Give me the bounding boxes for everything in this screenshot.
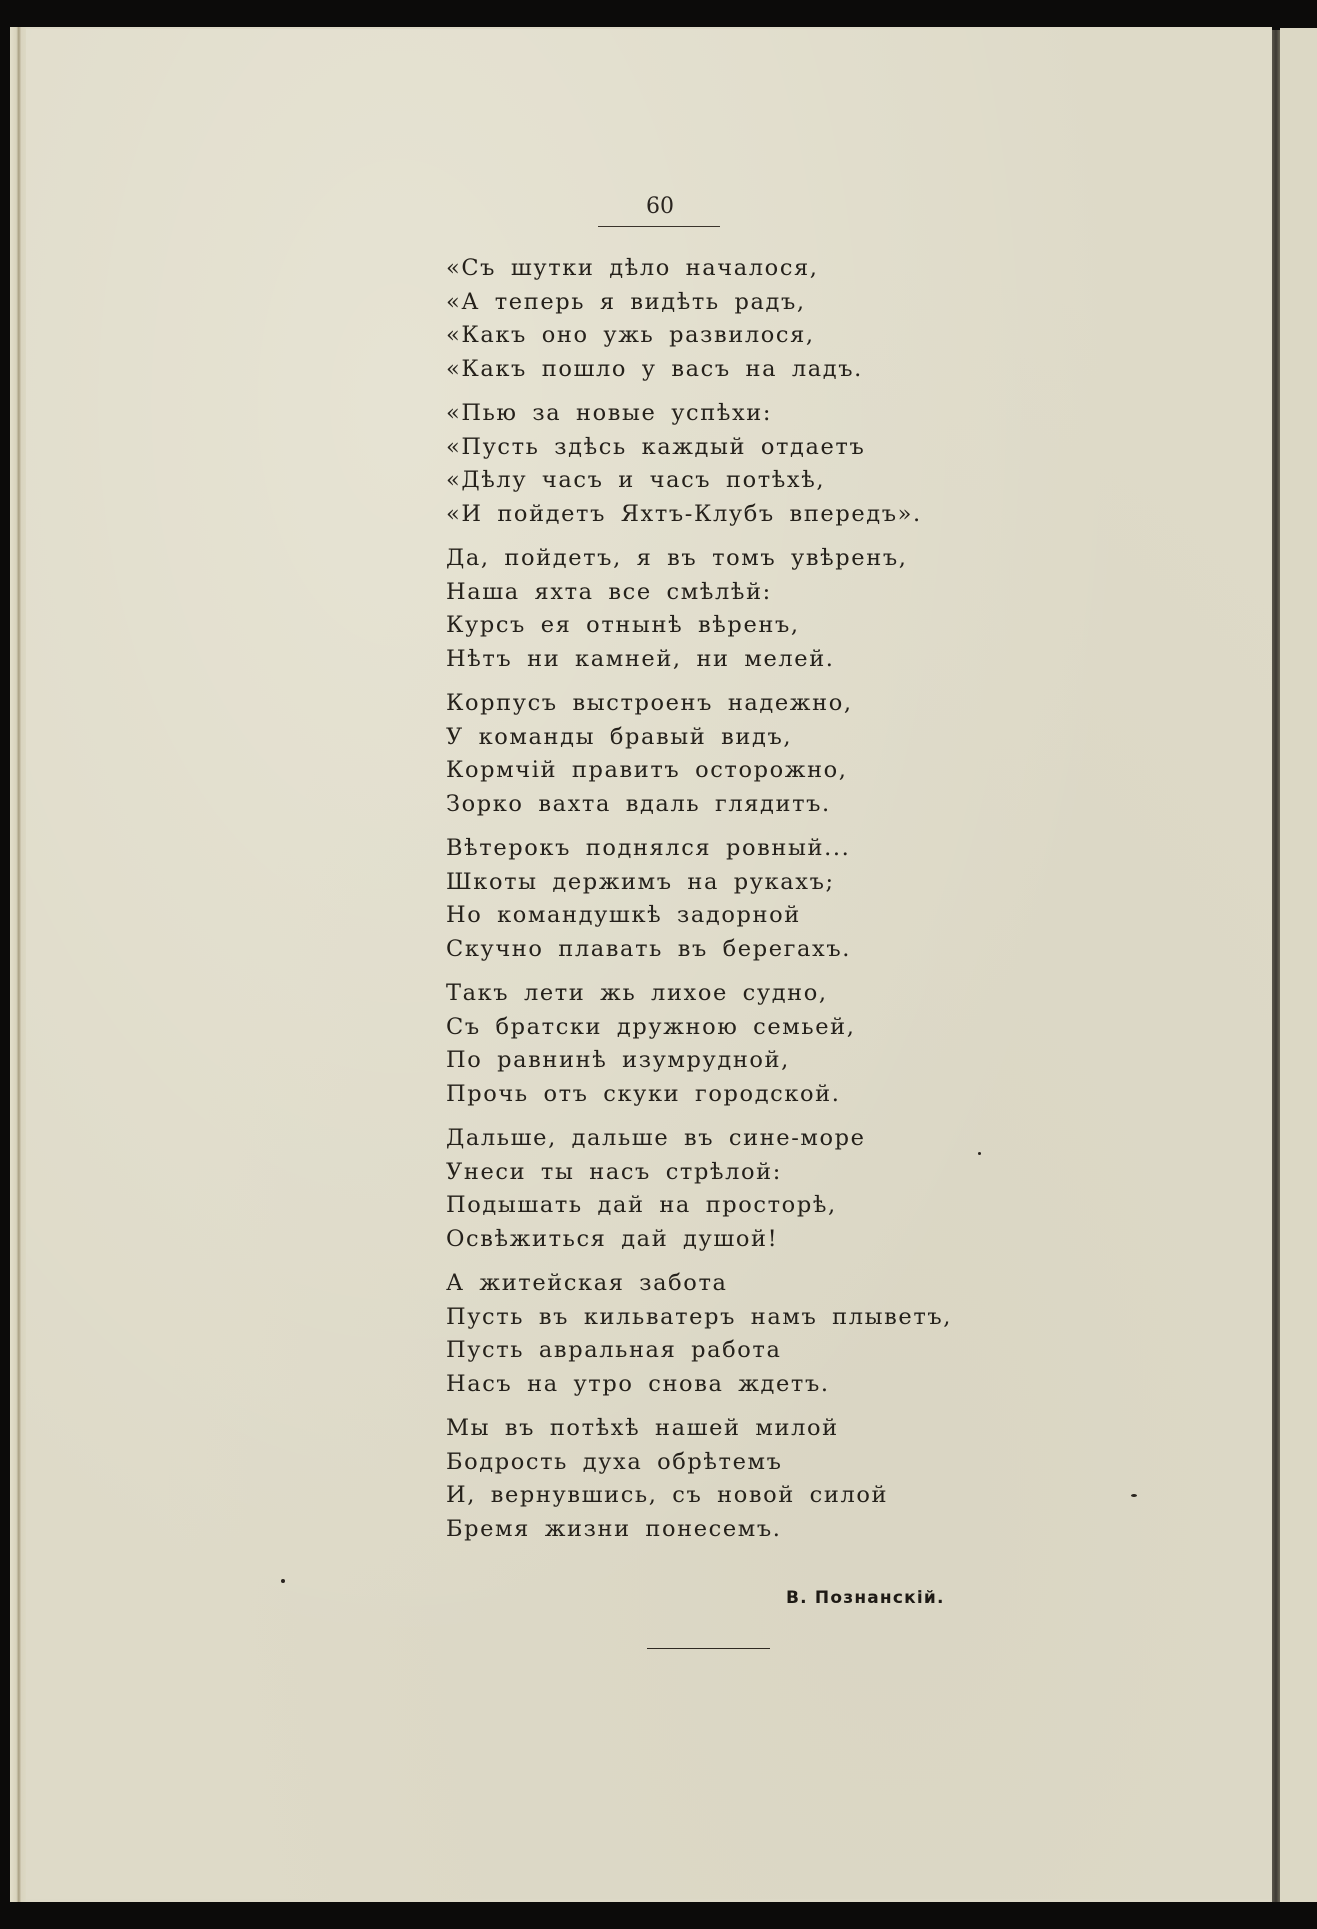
- poem-line: У команды бравый видъ,: [446, 723, 793, 750]
- poem-line: Но командушкѣ задорной: [446, 902, 801, 928]
- poem-line: Да, пойдетъ, я въ томъ увѣренъ,: [446, 545, 908, 571]
- poem-line: Вѣтерокъ поднялся ровный...: [446, 835, 851, 861]
- poem-line: «Пусть здѣсь каждый отдаетъ: [446, 433, 866, 460]
- poem-line: Зорко вахта вдаль глядитъ.: [446, 790, 831, 817]
- ink-speck: [281, 1579, 285, 1583]
- poem-line: Шкоты держимъ на рукахъ;: [446, 868, 835, 895]
- stanza-2: [446, 397, 986, 531]
- stanza-8: [446, 1267, 986, 1401]
- stanza-9: [446, 1412, 986, 1546]
- poem-line: А житейская забота: [446, 1270, 728, 1296]
- poem: [446, 252, 986, 1557]
- poem-line: Наша яхта все смѣлѣй:: [446, 578, 772, 605]
- next-page-edge: [1280, 28, 1317, 1902]
- poem-line: Пусть въ кильватеръ намъ плыветъ,: [446, 1303, 953, 1330]
- poem-line: Прочь отъ скуки городской.: [446, 1080, 841, 1107]
- ink-speck: [978, 1152, 981, 1155]
- poem-line: «Какъ оно ужь развилося,: [446, 322, 815, 348]
- poem-line: Дальше, дальше въ сине-море: [446, 1125, 866, 1151]
- poem-line: По равнинѣ изумрудной,: [446, 1047, 790, 1073]
- stanza-6: [446, 977, 986, 1111]
- stanza-5: [446, 832, 986, 966]
- poem-line: Нѣтъ ни камней, ни мелей.: [446, 645, 835, 672]
- poem-line: Бодрость духа обрѣтемъ: [446, 1448, 783, 1475]
- poem-line: «А теперь я видѣть радъ,: [446, 288, 806, 315]
- poem-line: И, вернувшись, съ новой силой: [446, 1482, 889, 1508]
- end-rule: [647, 1648, 770, 1649]
- poem-line: Такъ лети жь лихое судно,: [446, 980, 828, 1006]
- page-edge-left: [10, 27, 26, 1902]
- poem-line: «И пойдетъ Яхтъ-Клубъ впередъ».: [446, 500, 922, 527]
- ink-speck: [1131, 1494, 1137, 1497]
- page-number: 60: [646, 194, 674, 219]
- stanza-3: [446, 542, 986, 676]
- author-signature: В. Познанскій.: [786, 1588, 945, 1608]
- poem-line: «Дѣлу часъ и часъ потѣхѣ,: [446, 467, 826, 493]
- stanza-7: [446, 1122, 986, 1256]
- poem-line: Освѣжиться дай душой!: [446, 1225, 779, 1252]
- poem-line: Кормчій правитъ осторожно,: [446, 757, 848, 783]
- poem-line: «Пью за новые успѣхи:: [446, 400, 773, 426]
- stanza-4: [446, 687, 986, 821]
- poem-line: Насъ на утро снова ждетъ.: [446, 1370, 830, 1397]
- poem-line: Пусть авральная работа: [446, 1337, 782, 1363]
- poem-line: Курсъ ея отнынѣ вѣренъ,: [446, 612, 800, 638]
- poem-line: Скучно плавать въ берегахъ.: [446, 935, 851, 962]
- poem-line: Съ братски дружною семьей,: [446, 1013, 856, 1040]
- poem-line: Унеси ты насъ стрѣлой:: [446, 1158, 782, 1185]
- poem-line: Мы въ потѣхѣ нашей милой: [446, 1415, 839, 1441]
- poem-line: «Съ шутки дѣло началося,: [446, 255, 819, 281]
- poem-line: «Какъ пошло у васъ на ладъ.: [446, 355, 863, 382]
- header-rule: [598, 226, 720, 227]
- poem-line: Бремя жизни понесемъ.: [446, 1515, 782, 1542]
- poem-line: Корпусъ выстроенъ надежно,: [446, 690, 853, 716]
- stanza-1: [446, 252, 986, 386]
- book-gutter: [1272, 30, 1280, 1902]
- poem-line: Подышать дай на просторѣ,: [446, 1192, 837, 1218]
